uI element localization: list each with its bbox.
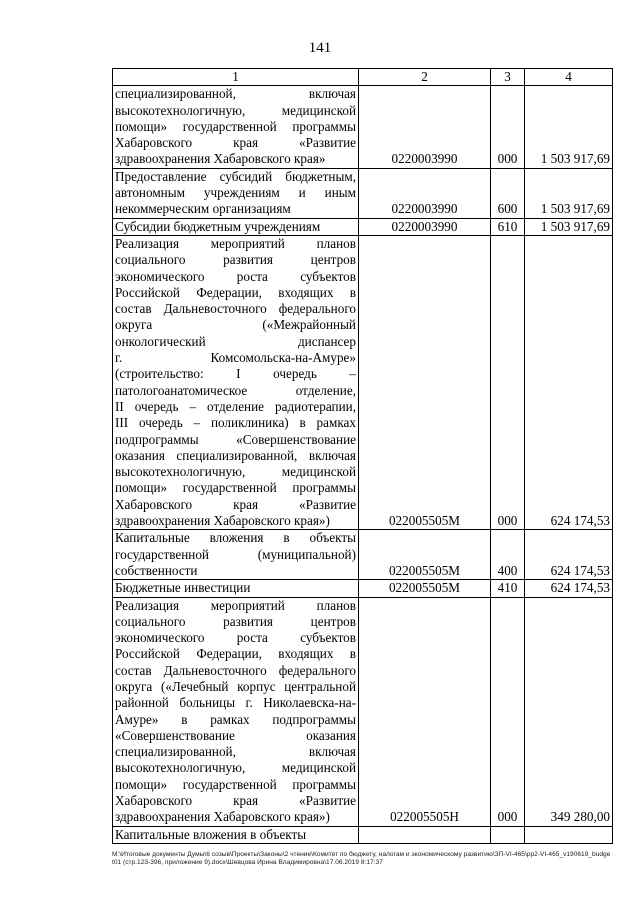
description-line: Хабаровского края «Развитие	[115, 135, 356, 151]
description-line: здравоохранения Хабаровского края»)	[115, 513, 330, 529]
description-line: состав Дальневосточного федерального	[115, 301, 356, 317]
table-row	[113, 826, 613, 843]
row-code: 0220003990	[359, 218, 491, 235]
row-amount: 1 503 917,69	[525, 218, 613, 235]
description-line: Субсидии бюджетным учреждениям	[115, 218, 321, 234]
description-line: государственной (муниципальной)	[115, 546, 356, 562]
description-line: районной больницы г. Николаевска-на-	[115, 695, 356, 711]
page-number: 141	[308, 40, 332, 56]
column-header-1: 1	[113, 69, 359, 86]
description-line: здравоохранения Хабаровского края»	[115, 151, 326, 167]
budget-table	[112, 68, 613, 844]
description-line: Амуре» в рамках подпрограммы	[115, 711, 356, 727]
description-line: помощи» государственной программы	[115, 776, 356, 792]
description-line: собственности	[115, 562, 198, 578]
description-line: Бюджетные инвестиции	[115, 580, 251, 596]
row-description	[113, 168, 359, 218]
description-line: экономического роста субъектов	[115, 268, 356, 284]
row-expense-type: 400	[491, 530, 525, 580]
description-line: Хабаровского края «Развитие	[115, 496, 356, 512]
row-description	[113, 86, 359, 168]
description-line: Хабаровского края «Развитие	[115, 793, 356, 809]
row-description	[113, 235, 359, 529]
description-line: специализированной, включая	[115, 744, 356, 760]
row-code: 022005505H	[359, 597, 491, 826]
row-amount: 624 174,53	[525, 235, 613, 529]
row-expense-type: 000	[491, 597, 525, 826]
description-line: специализированной, включая	[115, 86, 356, 102]
description-line: округа («Межрайонный	[115, 317, 356, 333]
description-line: экономического роста субъектов	[115, 630, 356, 646]
row-amount: 349 280,00	[525, 597, 613, 826]
row-code	[359, 826, 491, 843]
description-line: оказания специализированной, включая	[115, 447, 356, 463]
description-line: подпрограммы «Совершенствование	[115, 431, 356, 447]
description-line: высокотехнологичную, медицинской	[115, 102, 356, 118]
description-line: онкологический диспансер	[115, 333, 356, 349]
column-header-3: 3	[491, 69, 525, 86]
row-amount: 1 503 917,69	[525, 168, 613, 218]
description-line: Предоставление субсидий бюджетным,	[115, 168, 356, 184]
description-line: III очередь – поликлиника) в рамках	[115, 415, 356, 431]
description-line: Реализация мероприятий планов	[115, 235, 356, 251]
description-line: помощи» государственной программы	[115, 480, 356, 496]
row-description	[113, 530, 359, 580]
description-line: автономным учреждениям и иным	[115, 185, 356, 201]
description-line: II очередь – отделение радиотерапии,	[115, 398, 356, 414]
row-expense-type: 410	[491, 580, 525, 597]
row-code: 0220003990	[359, 86, 491, 168]
description-line: помощи» государственной программы	[115, 118, 356, 134]
table-row	[113, 530, 613, 580]
document-path-footer: M:\Итоговые документы Думы\6 созыв\Проекты\Законы\2 чтение\Комитет по бюджету, налогам и экономическому развитию\ЗП-VI-465\рр2-VI-465_v190619_budget01 (стр.123-396, приложение 9).docx\Шевцова Ирина Владимировна\17.06.2019 8:17:37	[112, 851, 611, 866]
column-header-4: 4	[525, 69, 613, 86]
row-expense-type	[491, 826, 525, 843]
description-line: (строительство: I очередь –	[115, 366, 356, 382]
row-code: 0220003990	[359, 168, 491, 218]
row-description	[113, 580, 359, 597]
row-amount: 624 174,53	[525, 580, 613, 597]
table-row	[113, 597, 613, 826]
table-row	[113, 218, 613, 235]
description-line: г. Комсомольска-на-Амуре»	[115, 350, 356, 366]
table-row	[113, 580, 613, 597]
row-description	[113, 826, 359, 843]
table-row	[113, 168, 613, 218]
row-expense-type: 600	[491, 168, 525, 218]
description-line: здравоохранения Хабаровского края»)	[115, 809, 330, 825]
row-amount	[525, 826, 613, 843]
description-line: Российской Федерации, входящих в	[115, 646, 356, 662]
description-line: некоммерческим организациям	[115, 201, 291, 217]
table-row	[113, 235, 613, 529]
row-expense-type: 000	[491, 86, 525, 168]
description-line: высокотехнологичную, медицинской	[115, 760, 356, 776]
row-amount: 1 503 917,69	[525, 86, 613, 168]
row-expense-type: 610	[491, 218, 525, 235]
description-line: «Совершенствование оказания	[115, 727, 356, 743]
column-header-2: 2	[359, 69, 491, 86]
description-line: Реализация мероприятий планов	[115, 597, 356, 613]
row-description	[113, 218, 359, 235]
description-line: состав Дальневосточного федерального	[115, 662, 356, 678]
description-line: округа («Лечебный корпус центральной	[115, 678, 356, 694]
description-line: Капитальные вложения в объекты	[115, 826, 307, 842]
row-code: 022005505M	[359, 235, 491, 529]
table-row	[113, 86, 613, 168]
table-header-row	[113, 69, 613, 86]
row-amount: 624 174,53	[525, 530, 613, 580]
description-line: Капитальные вложения в объекты	[115, 530, 356, 546]
description-line: социального развития центров	[115, 252, 356, 268]
row-description	[113, 597, 359, 826]
description-line: социального развития центров	[115, 613, 356, 629]
description-line: высокотехнологичную, медицинской	[115, 464, 356, 480]
row-code: 022005505M	[359, 580, 491, 597]
description-line: Российской Федерации, входящих в	[115, 284, 356, 300]
description-line: патологоанатомическое отделение,	[115, 382, 356, 398]
row-expense-type: 000	[491, 235, 525, 529]
row-code: 022005505M	[359, 530, 491, 580]
